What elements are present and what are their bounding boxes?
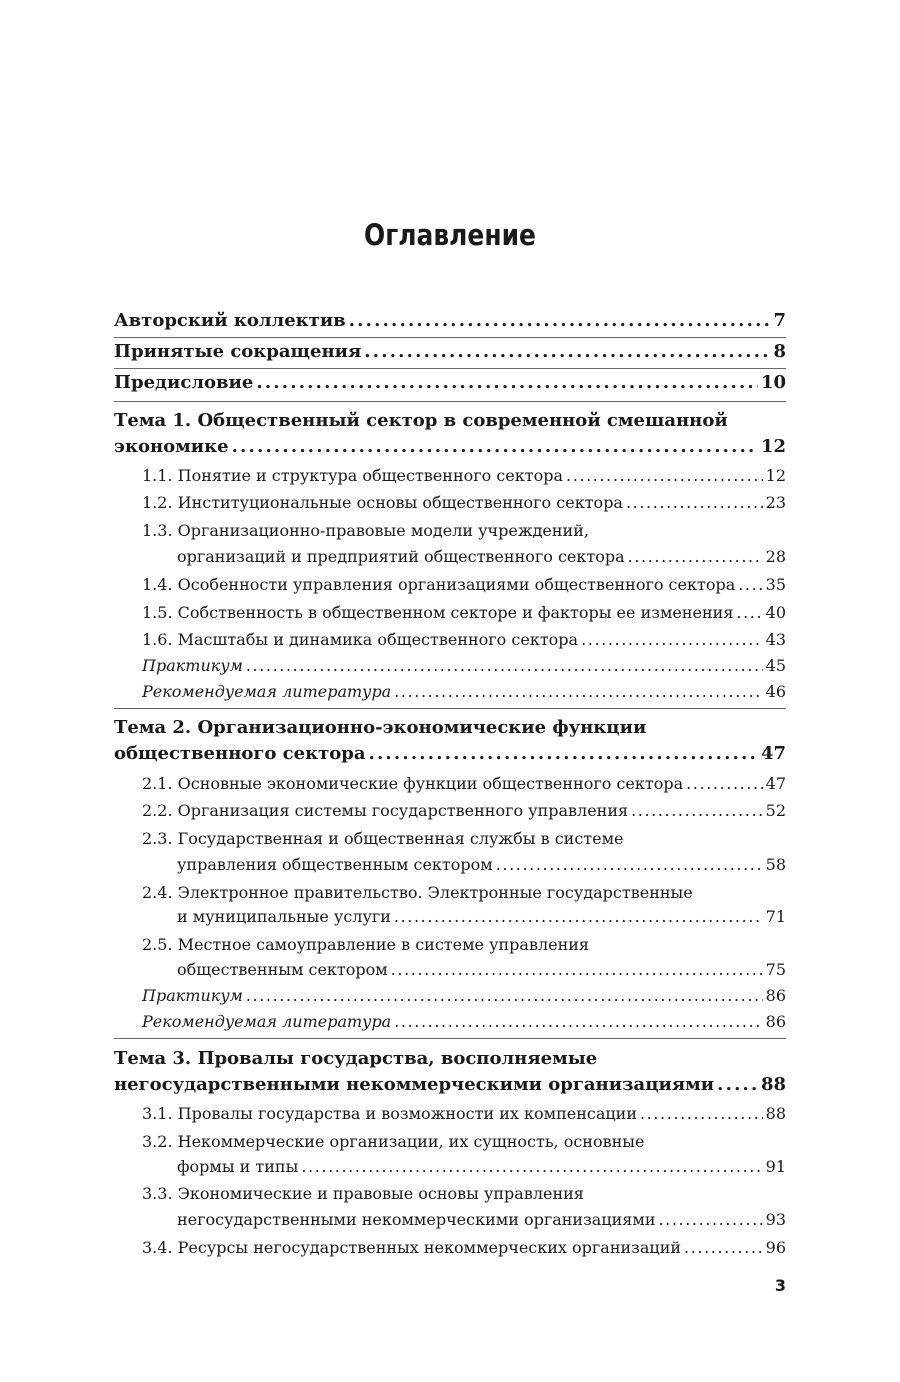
toc-entry-practicum[interactable]: [142, 653, 786, 679]
toc-entry-page: 40: [765, 603, 786, 622]
toc-entry-page: 35: [765, 575, 786, 594]
leader-dots: [717, 1072, 758, 1098]
toc-entry-page: 7: [773, 310, 786, 331]
toc-entry-label: Авторский коллектив: [114, 310, 346, 331]
toc-entry[interactable]: [142, 1235, 786, 1261]
toc-entry-label: Предисловие: [114, 372, 254, 393]
separator: [114, 401, 786, 402]
leader-dots: [232, 434, 758, 460]
toc-entry[interactable]: [177, 852, 786, 878]
toc-entry-page: 96: [765, 1238, 786, 1257]
toc-entry-label: 1.1. Понятие и структура общественного сектора: [142, 466, 564, 485]
leader-dots: [640, 1101, 763, 1127]
toc-entry-page: 12: [765, 466, 786, 485]
toc-entry-literature[interactable]: [142, 1009, 786, 1035]
leader-dots: [628, 544, 763, 570]
toc-entry[interactable]: [142, 627, 786, 653]
leader-dots: [736, 600, 762, 626]
leader-dots: [581, 627, 763, 653]
toc-entry-page: 88: [760, 1074, 786, 1095]
leader-dots: [246, 653, 763, 679]
separator: [114, 368, 786, 369]
toc-entry-label: Рекомендуемая литература: [142, 1012, 392, 1031]
toc-entry-label: 1.6. Масштабы и динамика общественного сектора: [142, 630, 579, 649]
toc-entry-literature[interactable]: [142, 679, 786, 705]
toc-entry[interactable]: [142, 1101, 786, 1127]
toc-entry-label: 2.2. Организация системы государственного управления: [142, 801, 629, 820]
topic3-heading-line1[interactable]: Тема 3. Провалы государства, восполняемые: [114, 1048, 598, 1069]
toc-entry-page: 12: [760, 436, 786, 457]
leader-dots: [626, 490, 763, 516]
leader-dots: [738, 572, 762, 598]
toc-entry-line1[interactable]: 2.3. Государственная и общественная службы в системе: [142, 829, 624, 848]
leader-dots: [364, 339, 770, 365]
leader-dots: [301, 1154, 762, 1180]
toc-entry-practicum[interactable]: [142, 983, 786, 1009]
separator: [114, 708, 786, 709]
topic3-heading[interactable]: [114, 1072, 786, 1098]
toc-entry-line1[interactable]: 2.5. Местное самоуправление в системе управления: [142, 935, 590, 954]
toc-entry-page: 47: [765, 774, 786, 793]
toc-entry-label: Принятые сокращения: [114, 341, 362, 362]
toc-entry-page: 88: [765, 1104, 786, 1123]
toc-entry-preface[interactable]: [114, 370, 786, 396]
toc-entry[interactable]: [142, 798, 786, 824]
toc-entry-line1[interactable]: 2.4. Электронное правительство. Электронные государственные: [142, 883, 693, 902]
page-number: 3: [774, 1276, 786, 1295]
toc-entry[interactable]: [177, 1154, 786, 1180]
toc-entry-label: 3.4. Ресурсы негосударственных некоммерческих организаций: [142, 1238, 682, 1257]
leader-dots: [686, 771, 763, 797]
toc-entry-label: формы и типы: [177, 1157, 299, 1176]
leader-dots: [684, 1235, 763, 1261]
leader-dots: [566, 463, 763, 489]
toc-entry-label: экономике: [114, 436, 229, 457]
toc-entry-abbreviations[interactable]: [114, 339, 786, 365]
separator: [114, 337, 786, 338]
leader-dots: [394, 904, 763, 930]
toc-entry-page: 71: [765, 907, 786, 926]
toc-entry-page: 52: [765, 801, 786, 820]
toc-entry-label: негосударственными некоммерческими организациями: [177, 1210, 656, 1229]
toc-entry[interactable]: [177, 957, 786, 983]
toc-entry-label: общественным сектором: [177, 960, 388, 979]
topic2-heading-line1[interactable]: Тема 2. Организационно-экономические функции: [114, 717, 647, 738]
toc-entry[interactable]: [142, 490, 786, 516]
toc-entry[interactable]: [142, 463, 786, 489]
separator: [114, 1038, 786, 1039]
toc-entry-page: 91: [765, 1157, 786, 1176]
leader-dots: [369, 741, 758, 767]
toc-entry-label: общественного сектора: [114, 743, 366, 764]
leader-dots: [349, 308, 771, 334]
toc-entry-label: Практикум: [142, 986, 243, 1005]
topic2-heading[interactable]: [114, 741, 786, 767]
toc-entry-page: 28: [765, 547, 786, 566]
toc-entry-page: 75: [765, 960, 786, 979]
toc-entry-page: 45: [765, 656, 786, 675]
leader-dots: [496, 852, 763, 878]
page-title: Оглавление: [364, 218, 536, 252]
toc-entry-label: организаций и предприятий общественного сектора: [177, 547, 625, 566]
toc-entry-page: 86: [765, 1012, 786, 1031]
toc-entry-page: 86: [765, 986, 786, 1005]
toc-entry-label: и муниципальные услуги: [177, 907, 391, 926]
toc-entry-label: 1.4. Особенности управления организациями общественного сектора: [142, 575, 736, 594]
toc-entry-page: 58: [765, 855, 786, 874]
toc-entry-label: Практикум: [142, 656, 243, 675]
toc-entry-page: 93: [765, 1210, 786, 1229]
leader-dots: [391, 957, 763, 983]
toc-entry[interactable]: [177, 1207, 786, 1233]
toc-entry[interactable]: [142, 771, 786, 797]
toc-entry-line1[interactable]: 3.2. Некоммерческие организации, их сущность, основные: [142, 1132, 645, 1151]
toc-entry-label: 1.2. Институциональные основы общественного сектора: [142, 493, 623, 512]
toc-entry[interactable]: [177, 904, 786, 930]
toc-entry-page: 8: [773, 341, 786, 362]
toc-entry-line1[interactable]: 1.3. Организационно-правовые модели учреждений,: [142, 521, 589, 540]
topic1-heading[interactable]: [114, 434, 786, 460]
toc-entry-label: управления общественным сектором: [177, 855, 493, 874]
toc-entry-page: 10: [760, 372, 786, 393]
toc-entry[interactable]: [142, 572, 786, 598]
toc-entry-page: 23: [765, 493, 786, 512]
leader-dots: [394, 679, 762, 705]
toc-entry-label: Рекомендуемая литература: [142, 682, 392, 701]
toc-entry-page: 46: [765, 682, 786, 701]
leader-dots: [631, 798, 763, 824]
toc-entry-label: негосударственными некоммерческими организациями: [114, 1074, 715, 1095]
toc-entry-authors[interactable]: [114, 308, 786, 334]
toc-entry-label: 1.5. Собственность в общественном секторе и факторы ее изменения: [142, 603, 734, 622]
toc-entry-page: 43: [765, 630, 786, 649]
toc-entry-label: 2.1. Основные экономические функции общественного сектора: [142, 774, 684, 793]
toc-entry-page: 47: [760, 743, 786, 764]
toc-entry-label: 3.1. Провалы государства и возможности их компенсации: [142, 1104, 637, 1123]
topic1-heading-line1[interactable]: Тема 1. Общественный сектор в современной смешанной: [114, 410, 728, 431]
toc-entry-line1[interactable]: 3.3. Экономические и правовые основы управления: [142, 1184, 584, 1203]
leader-dots: [246, 983, 763, 1009]
toc-entry[interactable]: [142, 600, 786, 626]
toc-entry[interactable]: [177, 544, 786, 570]
leader-dots: [394, 1009, 762, 1035]
leader-dots: [256, 370, 758, 396]
leader-dots: [658, 1207, 762, 1233]
